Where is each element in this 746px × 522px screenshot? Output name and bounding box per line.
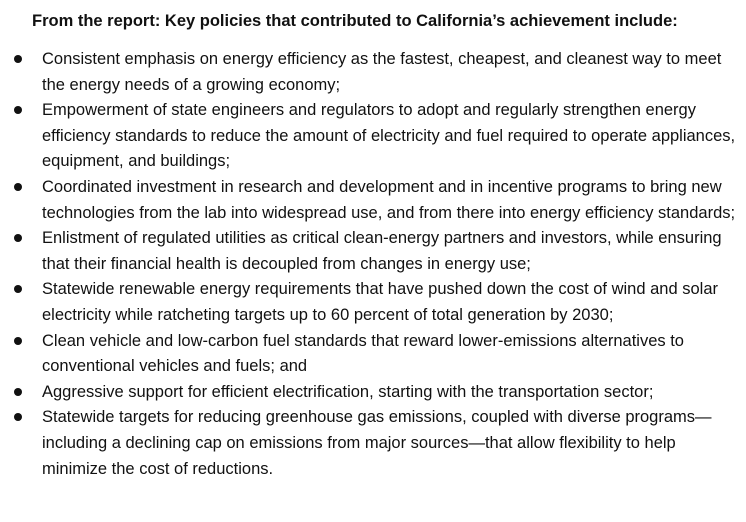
bullet-icon <box>14 285 22 293</box>
list-item <box>0 277 746 328</box>
list-item-text: Consistent emphasis on energy efficiency as the fastest, cheapest, and cleanest way to meet the energy needs of a growing economy; <box>42 50 722 94</box>
bullet-icon <box>14 55 22 63</box>
list-item <box>0 98 746 175</box>
bullet-icon <box>14 337 22 345</box>
report-heading: From the report: Key policies that contributed to California’s achievement include: <box>32 12 678 30</box>
list-item-text: Enlistment of regulated utilities as critical clean-energy partners and investors, while ensuring that their financial health is decoupled from changes in energy use; <box>42 229 722 273</box>
list-item <box>0 405 746 482</box>
policy-list <box>0 47 746 482</box>
bullet-icon <box>14 388 22 396</box>
list-item-text: Statewide targets for reducing greenhouse gas emissions, coupled with diverse programs—including a declining cap on emissions from major sources—that allow flexibility to help minimize the cost of reductions. <box>42 408 712 478</box>
list-item-text: Aggressive support for efficient electrification, starting with the transportation sector; <box>42 382 654 401</box>
list-item <box>0 329 746 380</box>
list-item <box>0 47 746 98</box>
list-item-text: Clean vehicle and low-carbon fuel standards that reward lower-emissions alternatives to conventional vehicles and fuels; and <box>42 331 684 376</box>
list-item <box>0 226 746 277</box>
bullet-icon <box>14 183 22 191</box>
bullet-icon <box>14 234 22 242</box>
bullet-icon <box>14 413 22 421</box>
list-item <box>0 380 746 406</box>
list-item <box>0 175 746 226</box>
list-item-text: Coordinated investment in research and development and in incentive programs to bring new technologies from the lab into widespread use, and from there into energy efficiency standards; <box>42 177 736 222</box>
list-item-text: Statewide renewable energy requirements that have pushed down the cost of wind and solar electricity while ratcheting targets up to 60 percent of total generation by 2030; <box>42 280 719 324</box>
list-item-text: Empowerment of state engineers and regulators to adopt and regularly strengthen energy efficiency standards to reduce the amount of electricity and fuel required to operate appliances, equipment, and buildings; <box>42 101 736 171</box>
bullet-icon <box>14 106 22 114</box>
